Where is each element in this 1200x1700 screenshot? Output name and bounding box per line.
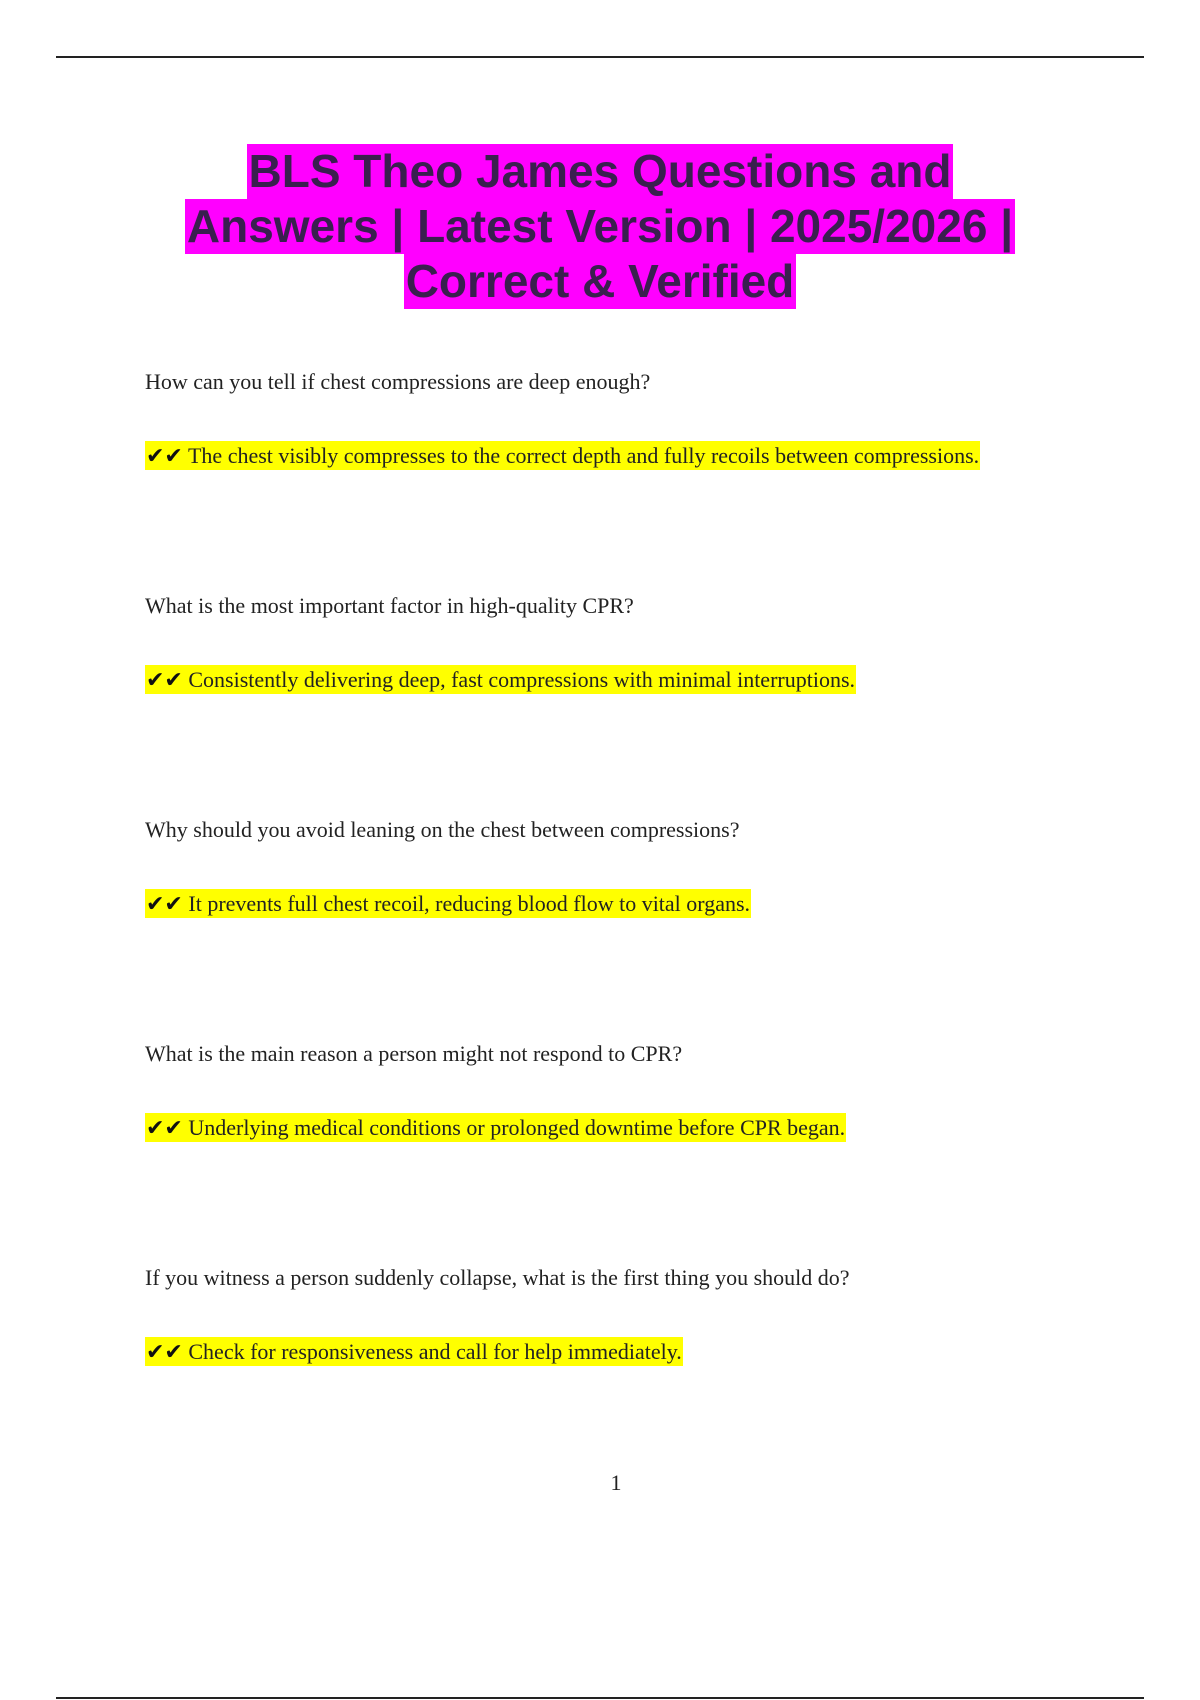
double-check-icon: ✔✔ (146, 668, 183, 693)
answer-highlight (145, 889, 751, 918)
question-text: If you witness a person suddenly collapse, what is the first thing you should do? (145, 1265, 850, 1290)
qa-item-4 (145, 1040, 1145, 1143)
double-check-icon: ✔✔ (146, 892, 183, 917)
answer (145, 666, 1145, 695)
title-line-1: BLS Theo James Questions and (248, 145, 952, 197)
qa-item-3 (145, 816, 1145, 919)
page-number: 1 (610, 1470, 622, 1495)
answer-text: Check for responsiveness and call for help immediately. (188, 1339, 682, 1364)
question-text: Why should you avoid leaning on the chest between compressions? (145, 817, 740, 842)
answer-text: Consistently delivering deep, fast compressions with minimal interruptions. (188, 667, 856, 692)
title-line-2: Answers | Latest Version | 2025/2026 | (186, 200, 1014, 252)
question-text: How can you tell if chest compressions are deep enough? (145, 369, 651, 394)
answer-highlight (145, 441, 980, 470)
answer-text: The chest visibly compresses to the correct depth and fully recoils between compressions. (187, 443, 980, 468)
answer (145, 1338, 1145, 1367)
double-check-icon: ✔✔ (146, 1116, 183, 1141)
answer-highlight (145, 1113, 846, 1142)
qa-item-2 (145, 592, 1145, 695)
title-line-3: Correct & Verified (405, 255, 795, 307)
qa-item-5 (145, 1264, 1145, 1367)
question-text: What is the main reason a person might not respond to CPR? (145, 1041, 683, 1066)
answer-text: Underlying medical conditions or prolonged downtime before CPR began. (188, 1115, 846, 1140)
double-check-icon: ✔✔ (146, 1340, 183, 1365)
answer (145, 1114, 1145, 1143)
answer (145, 890, 1145, 919)
answer-highlight (145, 665, 856, 694)
top-rule (56, 56, 1144, 58)
bottom-rule (56, 1697, 1144, 1699)
double-check-icon: ✔✔ (146, 444, 183, 469)
qa-item-1 (145, 368, 1145, 471)
document-title (0, 144, 1200, 309)
answer-text: It prevents full chest recoil, reducing blood flow to vital organs. (188, 891, 751, 916)
answer (145, 442, 1145, 471)
question-text: What is the most important factor in high-quality CPR? (145, 593, 634, 618)
answer-highlight (145, 1337, 683, 1366)
